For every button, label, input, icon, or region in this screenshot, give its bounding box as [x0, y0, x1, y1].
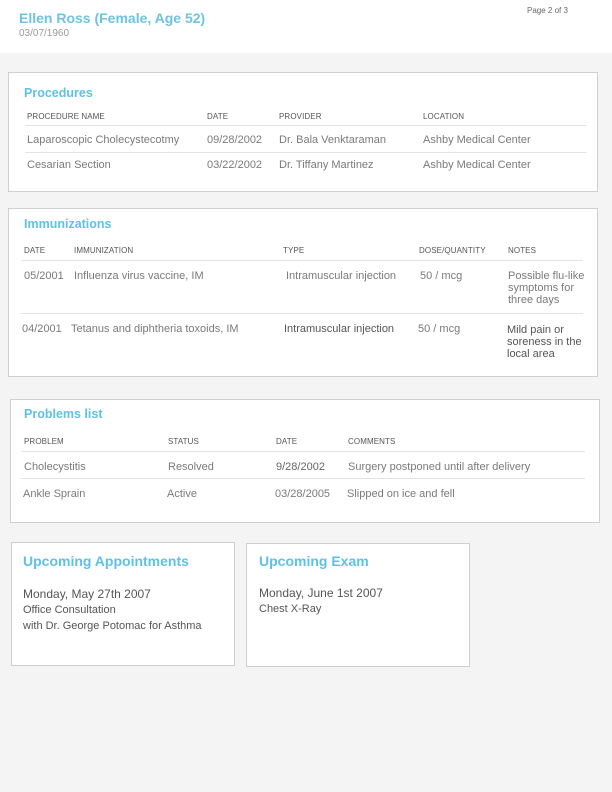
column-header: DATE — [207, 112, 229, 121]
exam-card — [246, 543, 470, 667]
problems-title: Problems list — [24, 407, 103, 421]
table-cell: 03/28/2005 — [275, 488, 331, 500]
table-cell: Cholecystitis — [24, 461, 86, 473]
table-cell: Slipped on ice and fell — [347, 488, 455, 500]
exam-date: Monday, June 1st 2007 — [259, 586, 383, 600]
column-header: DOSE/QUANTITY — [419, 246, 486, 255]
column-header: IMMUNIZATION — [74, 246, 134, 255]
table-cell: 04/2001 — [22, 323, 62, 335]
column-header: TYPE — [283, 246, 305, 255]
table-cell: 09/28/2002 — [207, 134, 263, 146]
appointment-type: Office Consultation — [23, 604, 116, 616]
divider — [21, 451, 585, 452]
divider — [21, 260, 583, 261]
table-cell: Influenza virus vaccine, IM — [74, 270, 204, 282]
exam-type: Chest X-Ray — [259, 603, 322, 615]
column-header: DATE — [276, 437, 298, 446]
column-header: DATE — [24, 246, 46, 255]
immunizations-card — [8, 208, 598, 377]
column-header: PROBLEM — [24, 437, 64, 446]
table-cell: Cesarian Section — [27, 159, 111, 171]
column-header: NOTES — [508, 246, 537, 255]
divider — [25, 125, 587, 126]
table-cell: Dr. Tiffany Martinez — [279, 159, 374, 171]
table-cell: 03/22/2002 — [207, 159, 263, 171]
appointments-title: Upcoming Appointments — [23, 553, 189, 569]
divider — [25, 152, 587, 153]
page-number: Page 2 of 3 — [527, 6, 568, 15]
divider — [21, 478, 585, 479]
table-cell: Intramuscular injection — [284, 323, 395, 335]
column-header: PROVIDER — [279, 112, 322, 121]
procedures-title: Procedures — [24, 86, 93, 100]
table-cell: Ashby Medical Center — [423, 134, 531, 146]
table-cell: 50 / mcg — [420, 270, 463, 282]
patient-name: Ellen Ross (Female, Age 52) — [19, 10, 206, 26]
table-cell: Active — [167, 488, 197, 500]
table-cell: Mild pain or soreness in the local area — [507, 324, 582, 360]
exam-title: Upcoming Exam — [259, 553, 369, 569]
table-cell: Surgery postponed until after delivery — [348, 461, 531, 473]
table-cell: 05/2001 — [24, 270, 64, 282]
table-cell: 9/28/2002 — [276, 461, 325, 473]
table-cell: Laparoscopic Cholecystecotmy — [27, 134, 180, 146]
appointments-card — [11, 542, 235, 666]
problems-card — [10, 399, 600, 523]
column-header: STATUS — [168, 437, 199, 446]
table-cell: Possible flu-like symptoms for three days — [508, 270, 585, 306]
table-cell: Dr. Bala Venktaraman — [279, 134, 387, 146]
table-cell: Tetanus and diphtheria toxoids, IM — [71, 323, 239, 335]
table-cell: 50 / mcg — [418, 323, 461, 335]
procedures-card — [8, 72, 598, 192]
column-header: COMMENTS — [348, 437, 396, 446]
column-header: PROCEDURE NAME — [27, 112, 105, 121]
appointment-provider: with Dr. George Potomac for Asthma — [23, 620, 202, 632]
table-cell: Resolved — [168, 461, 214, 473]
column-header: LOCATION — [423, 112, 465, 121]
table-cell: Intramuscular injection — [286, 270, 397, 282]
page-header — [0, 0, 612, 53]
immunizations-title: Immunizations — [24, 217, 112, 231]
patient-dob: 03/07/1960 — [19, 28, 70, 39]
table-cell: Ashby Medical Center — [423, 159, 531, 171]
table-cell: Ankle Sprain — [23, 488, 86, 500]
appointment-date: Monday, May 27th 2007 — [23, 587, 151, 601]
divider — [21, 313, 583, 314]
